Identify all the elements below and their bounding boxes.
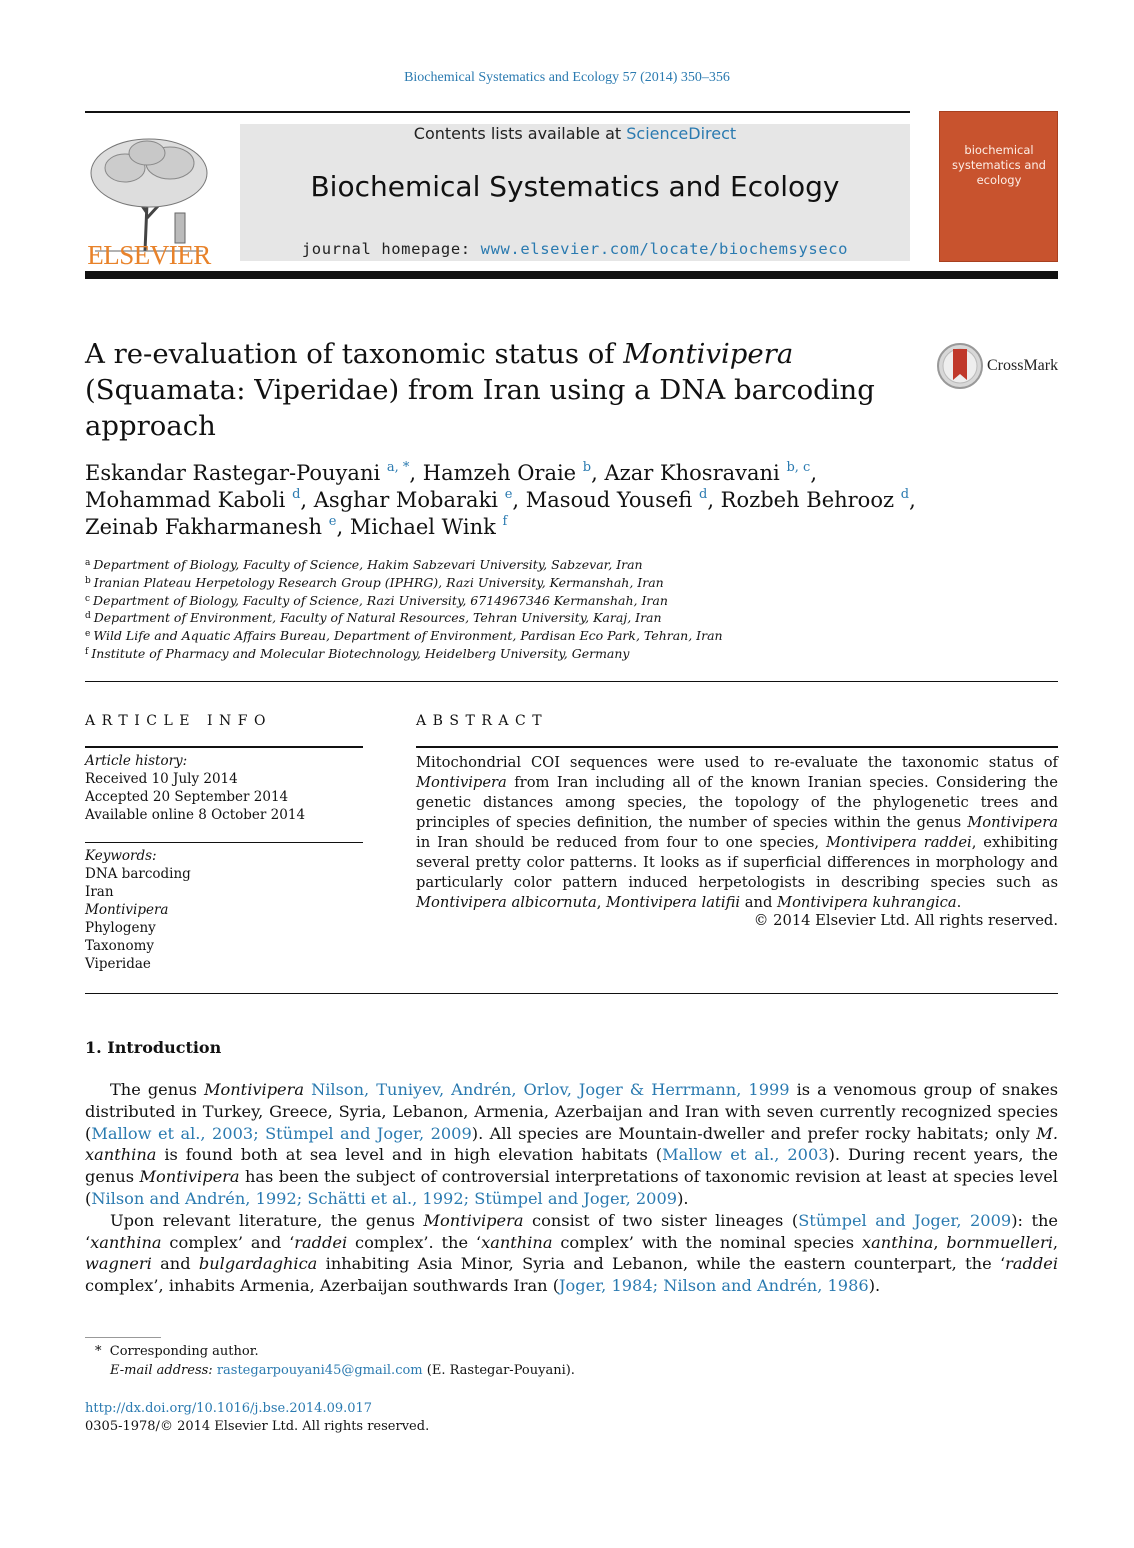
article-history [85, 752, 363, 824]
affiliation: $^b$ Iranian Plateau Herpetology Research Group (IPHRG), Razi University, Kermanshah, Iran [85, 574, 664, 590]
sciencedirect-link[interactable]: ScienceDirect [626, 124, 737, 143]
author[interactable]: Michael Wink $^f$ [349, 514, 508, 539]
footnote [95, 1342, 795, 1380]
abstract-copyright: © 2014 Elsevier Ltd. All rights reserved. [753, 912, 1058, 929]
affiliation: $^e$ Wild Life and Aquatic Affairs Bureau, Department of Environment, Pardisan Eco Park, Tehran, Iran [85, 628, 723, 644]
reference-link[interactable]: Mallow et al., 2003; Stümpel and Joger, 2009 [91, 1123, 472, 1143]
keyword: Taxonomy [85, 938, 154, 954]
reference-link[interactable]: Stümpel and Joger, 2009 [798, 1210, 1012, 1230]
author[interactable]: Azar Khosravani $^{b, c}$ [604, 460, 811, 485]
online-date: Available online 8 October 2014 [85, 807, 306, 823]
author-list: Eskandar Rastegar-Pouyani $^{a, *}$, Hamzeh Oraie $^b$, Azar Khosravani $^{b, c}$, Mohammad Kaboli $^d$, Asghar Mobaraki $^e$, Masoud Yousefi $^d$, Rozbeh Behrooz $^d$, Zeinab Fakharmanesh $^e$, Michael Wink $^f$ [85, 460, 916, 539]
journal-title: Biochemical Systematics and Ecology [310, 170, 840, 203]
corresponding-author: Corresponding author. [109, 1344, 259, 1359]
homepage-prefix: journal homepage: [301, 240, 481, 258]
reference-link[interactable]: Nilson, Tuniyev, Andrén, Orlov, Joger & Herrmann, 1999 [311, 1080, 790, 1099]
title-part: (Squamata: Viperidae) from Iran using a DNA barcoding approach [85, 374, 875, 442]
email-label: E-mail address: [110, 1363, 217, 1378]
header-thick-rule [85, 271, 1058, 279]
reference-link[interactable]: Joger, 1984; Nilson and Andrén, 1986 [559, 1276, 869, 1296]
received-date: Received 10 July 2014 [85, 771, 238, 787]
keyword: DNA barcoding [85, 866, 191, 882]
homepage-link[interactable]: www.elsevier.com/locate/biochemsyseco [480, 240, 849, 258]
affiliation: $^a$ Department of Biology, Faculty of Science, Hakim Sabzevari University, Sabzevar, Iran [85, 557, 643, 572]
title-part: A re-evaluation of taxonomic status of [85, 338, 624, 370]
footnote-marker: * [95, 1344, 102, 1359]
reference-link[interactable]: Mallow et al., 2003 [662, 1145, 829, 1165]
footnote-rule [85, 1337, 161, 1338]
affiliation-list [85, 556, 985, 663]
author[interactable]: Mohammad Kaboli $^d$ [85, 487, 301, 512]
doi-block [85, 1400, 685, 1436]
keywords-rule [85, 842, 363, 843]
email-link[interactable]: rastegarpouyani45@gmail.com [216, 1363, 423, 1378]
section-heading: 1. Introduction [85, 1038, 222, 1057]
abstract-text: Mitochondrial COI sequences were used to re-evaluate the taxonomic status of Montivipera from Iran including all of the known Iranian species. Considering the genetic distances among species, the topology of the phylogenetic trees and principles of species definition, the number of species within the genus Montivipera in Iran should be reduced from four to one species, Montivipera raddei, exhibiting several pretty color patterns. It looks as if superficial differences in morphology and particularly color pattern induced herpetologists in describing species such as Montivipera albicornuta, Montivipera latifii and Montivipera kuhrangica. [416, 754, 1058, 911]
section-divider [85, 993, 1058, 994]
affiliation: $^c$ Department of Biology, Faculty of Science, Razi University, 6714967346 Kermanshah, Iran [85, 592, 668, 608]
article-title [85, 336, 885, 444]
section-divider [85, 681, 1058, 682]
affiliation: $^d$ Department of Environment, Faculty of Natural Resources, Tehran University, Karaj, Iran [85, 610, 662, 626]
email-suffix: (E. Rastegar-Pouyani). [422, 1363, 575, 1378]
author[interactable]: Eskandar Rastegar-Pouyani $^{a, *}$ [85, 460, 410, 485]
introduction-body [85, 1079, 1058, 1297]
keyword: Montivipera [85, 902, 169, 918]
publisher-name: ELSEVIER [87, 240, 211, 270]
doi-link[interactable]: http://dx.doi.org/10.1016/j.bse.2014.09.017 [85, 1401, 373, 1416]
header-rule [85, 111, 910, 113]
author[interactable]: Zeinab Fakharmanesh $^e$ [85, 514, 337, 539]
abstract-rule [416, 746, 1058, 748]
contents-prefix: Contents lists available at [413, 124, 627, 143]
issn-line: 0305-1978/© 2014 Elsevier Ltd. All rights reserved. [85, 1419, 430, 1434]
author[interactable]: Masoud Yousefi $^d$ [525, 487, 708, 512]
author[interactable]: Rozbeh Behrooz $^d$ [720, 487, 910, 512]
author[interactable]: Hamzeh Oraie $^b$ [422, 460, 592, 485]
crossmark-label[interactable]: CrossMark [987, 357, 1059, 374]
author[interactable]: Asghar Mobaraki $^e$ [313, 487, 513, 512]
accepted-date: Accepted 20 September 2014 [85, 789, 289, 805]
keyword: Phylogeny [85, 920, 156, 936]
journal-citation[interactable]: Biochemical Systematics and Ecology 57 (2014) 350–356 [404, 70, 730, 85]
article-info-rule [85, 746, 363, 748]
paragraph: Upon relevant literature, the genus Montivipera consist of two sister lineages (Stümpel and Joger, 2009): the ‘xanthina complex’ and ‘raddei complex’. the ‘xanthina complex’ with the nominal species xanthina, bornmuelleri, wagneri and bulgardaghica inhabiting Asia Minor, Syria and Lebanon, while the eastern counterpart, the ‘raddei complex’, inhabits Armenia, Azerbaijan southwards Iran (Joger, 1984; Nilson and Andrén, 1986). [85, 1210, 1059, 1296]
journal-homepage [240, 240, 910, 258]
history-label: Article history: [85, 753, 188, 769]
keyword: Iran [85, 884, 114, 900]
article-info-heading: ARTICLE INFO [85, 713, 272, 729]
title-genus: Montivipera [623, 338, 794, 370]
keyword: Viperidae [85, 956, 151, 972]
paragraph: The genus Montivipera Nilson, Tuniyev, Andrén, Orlov, Joger & Herrmann, 1999 is a venomous group of snakes distributed in Turkey, Greece, Syria, Lebanon, Armenia, Azerbaijan and Iran with seven currently recognized species (Mallow et al., 2003; Stümpel and Joger, 2009). All species are Mountain-dweller and prefer rocky habitats; only M. xanthina is found both at sea level and in high elevation habitats (Mallow et al., 2003). During recent years, the genus Montivipera has been the subject of controversial interpretations of taxonomic revision at least at species level (Nilson and Andrén, 1992; Schätti et al., 1992; Stümpel and Joger, 2009). [85, 1080, 1058, 1208]
affiliation: $^f$ Institute of Pharmacy and Molecular Biotechnology, Heidelberg University, Germany [85, 645, 630, 661]
contents-line [240, 124, 910, 143]
keywords [85, 847, 363, 973]
reference-link[interactable]: Nilson and Andrén, 1992; Schätti et al., 1992; Stümpel and Joger, 2009 [91, 1188, 678, 1208]
keywords-label: Keywords: [85, 848, 157, 864]
cover-title: biochemical systematics and ecology [952, 143, 1046, 187]
abstract-heading: ABSTRACT [416, 713, 549, 729]
